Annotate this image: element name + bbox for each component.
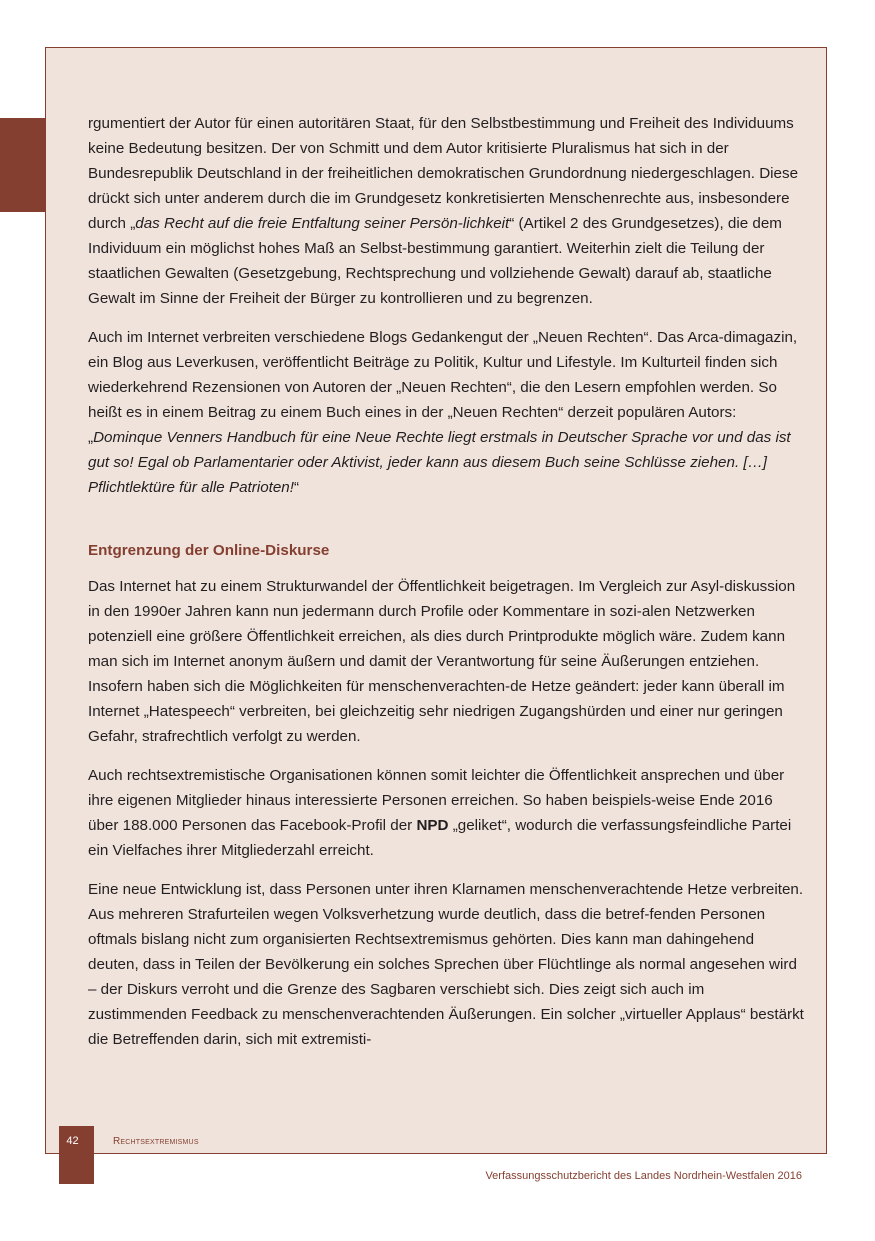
text-run: “ (Artikel 2 des Grundgesetzes), die dem Individuum ein möglichst hohes Maß an Selbst-bestimmung garantiert. Weiterhin zielt die Teilung der staatlichen Gewalten (Gesetzgebung, Rechtsprechung und vollziehende Gewalt) darauf ab, staatliche Gewalt im Sinne der Freiheit der Bürger zu kontrollieren und zu begrenzen. [88,215,782,307]
bold-party-name: NPD [416,817,449,834]
text-run: “ [293,479,300,496]
text-run: Auch im Internet verbreiten verschiedene Blogs Gedankengut der „Neuen Rechten“. Das Arca-dimagazin, ein Blog aus Leverkusen, veröffentlicht Beiträge zu Politik, Kultur und Lifestyle. Im Kulturteil finden sich wiederkehrend Rezensionen von Autoren der „Neuen Rechten“, die den Lesern empfohlen werden. So heißt es in einem Beitrag zu einem Buch eines in der „Neuen Rechten“ derzeit populären Autors: „ [88,329,798,446]
text-run: Auch rechtsextremistische Organisationen können somit leichter die Öffentlichkeit ansprechen und über ihre eigenen Mitglieder hinaus interessierte Personen erreichen. So haben beispiels-weise Ende 2016 über 188.000 Personen das Facebook-Profil der [88,767,785,834]
document-body [88,111,804,1066]
text-run: Eine neue Entwicklung ist, dass Personen unter ihren Klarnamen menschenverachtende Hetze verbreiten. Aus mehreren Strafurteilen wegen Volksverhetzung wurde deutlich, dass die betref-fenden Personen oftmals bislang nicht zum organisierten Rechtsextremismus gehörten. Dies kann man dahingehend deuten, dass in Teilen der Bevölkerung ein solches Sprechen über Flüchtlinge als normal angesehen wird – der Diskurs verroht und die Grenze des Sagbaren verschiebt sich. Dies zeigt sich auch im zustimmenden Feedback zu menschenverachtenden Äußerungen. Ein solcher „virtueller Applaus“ bestärkt die Betreffenden darin, sich mit extremisti- [88,881,804,1048]
emphasis-quote: das Recht auf die freie Entfaltung seiner Persön-lichkeit [135,215,510,232]
paragraph-1 [88,111,804,311]
paragraph-5 [88,877,804,1052]
chapter-side-tab [0,118,45,212]
text-run: „geliket“, wodurch die verfassungsfeindliche Partei ein Vielfaches ihrer Mitgliederzahl erreicht. [88,817,792,859]
running-report-title: Verfassungsschutzbericht des Landes Nordrhein-Westfalen 2016 [485,1170,802,1182]
text-run: Das Internet hat zu einem Strukturwandel der Öffentlichkeit beigetragen. Im Vergleich zur Asyl-diskussion in den 1990er Jahren kann nun jedermann durch Profile oder Kommentare in sozi-alen Netzwerken potenziell eine größere Öffentlichkeit erreichen, als dies durch Printprodukte möglich wäre. Zudem kann man sich im Internet anonym äußern und damit der Verantwortung für seine Äußerungen entziehen. Insofern haben sich die Möglichkeiten für menschenverachten-de Hetze geändert: jeder kann überall im Internet „Hatespeech“ verbreiten, bei gleichzeitig sehr niedrigen Zugangshürden und einer nur geringen Gefahr, strafrechtlich verfolgt zu werden. [88,578,796,745]
emphasis-quote: Dominque Venners Handbuch für eine Neue Rechte liegt erstmals in Deutscher Sprache vor und das ist gut so! Egal ob Parlamentarier oder Aktivist, jeder kann aus diesem Buch seine Schlüsse ziehen. […] Pflichtlektüre für alle Patrioten! [88,429,791,496]
paragraph-2 [88,325,804,500]
paragraph-4 [88,763,804,863]
paragraph-3 [88,574,804,749]
text-run: rgumentiert der Autor für einen autoritären Staat, für den Selbstbestimmung und Freiheit des Individuums keine Bedeutung besitzen. Der von Schmitt und dem Autor kritisierte Pluralismus hat sich in der Bundesrepublik Deutschland in der freiheitlichen demokratischen Grundordnung niedergeschlagen. Diese drückt sich unter anderem durch die im Grundgesetz konkretisierten Menschenrechte aus, insbesondere durch „ [88,115,799,232]
page-number: 42 [66,1135,79,1147]
running-section-label: Rechtsextremismus [113,1136,199,1147]
section-heading: Entgrenzung der Online-Diskurse [88,542,330,559]
